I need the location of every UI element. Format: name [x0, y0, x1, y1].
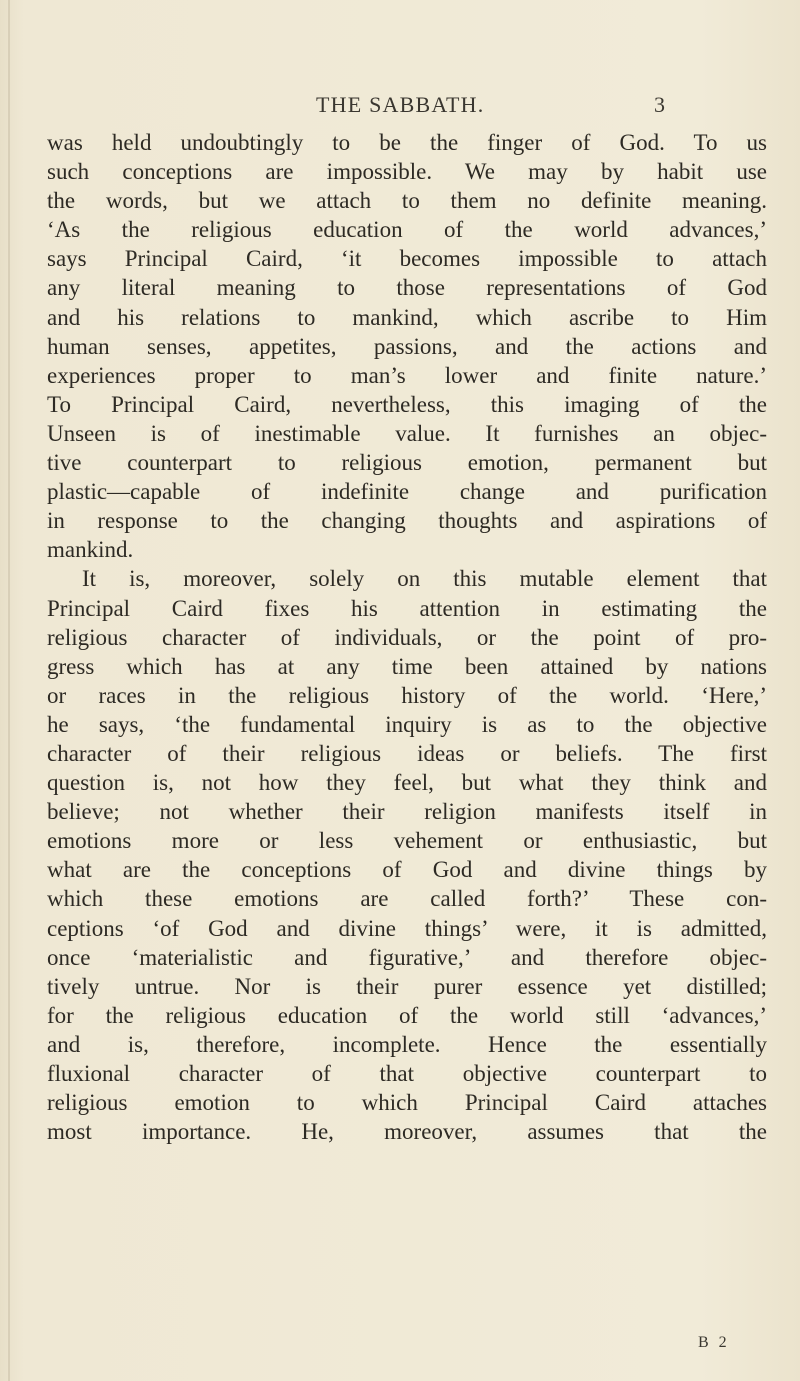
text-line: and is, therefore, incomplete. Hence the essentially	[47, 1031, 767, 1057]
text-line: he says, ‘the fundamental inquiry is as to the objective	[47, 711, 767, 737]
body-text	[47, 128, 767, 1146]
text-line: question is, not how they feel, but what they think and	[47, 770, 767, 796]
running-title: THE SABBATH.	[316, 92, 485, 117]
text-line: once ‘materialistic and figurative,’ and therefore objec-	[47, 944, 767, 970]
text-line: ‘As the religious education of the world advances,’	[47, 217, 767, 243]
text-line: character of their religious ideas or beliefs. The first	[47, 740, 767, 766]
text-line: believe; not whether their religion manifests itself in	[47, 799, 767, 825]
text-line: religious emotion to which Principal Caird attaches	[47, 1090, 767, 1116]
text-line: for the religious education of the world still ‘advances,’	[47, 1002, 767, 1028]
text-line: Unseen is of inestimable value. It furnishes an objec-	[47, 420, 767, 446]
running-head	[316, 92, 716, 122]
text-line: ceptions ‘of God and divine things’ were, it is admitted,	[47, 915, 767, 941]
text-line: what are the conceptions of God and divine things by	[47, 857, 767, 883]
text-line: such conceptions are impossible. We may by habit use	[47, 159, 767, 185]
text-line: most importance. He, moreover, assumes that the	[47, 1119, 767, 1145]
text-line: Principal Caird fixes his attention in estimating the	[47, 595, 767, 621]
text-line: mankind.	[47, 537, 134, 563]
page-number: 3	[654, 92, 665, 117]
text-line: tively untrue. Nor is their purer essence yet distilled;	[47, 973, 767, 999]
text-line: any literal meaning to those representations of God	[47, 275, 767, 301]
text-line: human senses, appetites, passions, and the actions and	[47, 333, 767, 359]
page-left-edge	[8, 0, 10, 1381]
text-line: and his relations to mankind, which ascribe to Him	[47, 304, 767, 330]
text-line: experiences proper to man’s lower and finite nature.’	[47, 362, 767, 388]
text-line: tive counterpart to religious emotion, permanent but	[47, 450, 767, 476]
text-line: which these emotions are called forth?’ These con-	[47, 886, 767, 912]
text-line: plastic—capable of indefinite change and purification	[47, 479, 767, 505]
signature-mark: B 2	[698, 1334, 730, 1351]
text-line: was held undoubtingly to be the finger of God. To us	[47, 130, 767, 155]
text-line: religious character of individuals, or the point of pro-	[47, 624, 767, 650]
text-line: emotions more or less vehement or enthusiastic, but	[47, 828, 767, 854]
text-line: in response to the changing thoughts and aspirations of	[47, 508, 767, 534]
text-line: the words, but we attach to them no definite meaning.	[47, 188, 767, 214]
text-line: gress which has at any time been attained by nations	[47, 653, 767, 679]
text-line: or races in the religious history of the world. ‘Here,’	[47, 682, 767, 708]
text-line: says Principal Caird, ‘it becomes impossible to attach	[47, 246, 767, 272]
text-line: fluxional character of that objective counterpart to	[47, 1061, 767, 1086]
text-line: To Principal Caird, nevertheless, this imaging of the	[47, 391, 767, 417]
text-line: It is, moreover, solely on this mutable element that	[82, 566, 767, 592]
